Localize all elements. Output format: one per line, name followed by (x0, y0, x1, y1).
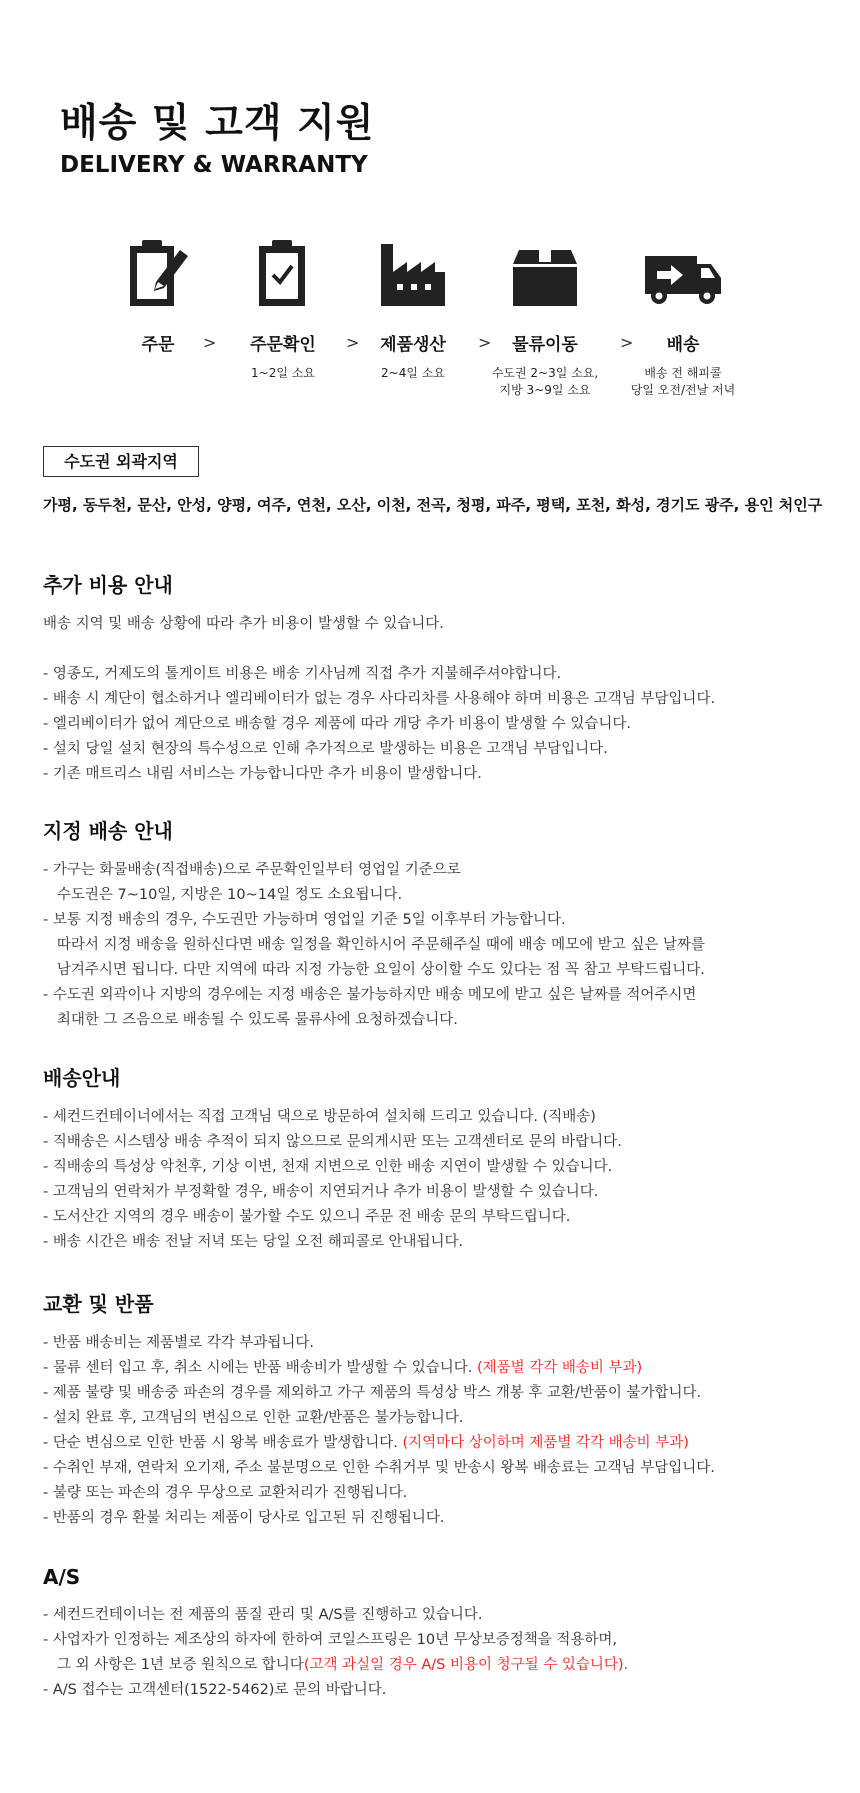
delivery-info-section (43, 1062, 833, 1255)
list-item: - 불량 또는 파손의 경우 무상으로 교환처리가 진행됩니다. (43, 1485, 408, 1501)
list-item: - 수취인 부재, 연락처 오기재, 주소 불분명으로 인한 수취거부 및 반송시 왕복 배송료는 고객님 부담입니다. (43, 1460, 715, 1476)
returns-section (43, 1288, 833, 1531)
list-item: - 엘리베이터가 없어 계단으로 배송할 경우 제품에 따라 개당 추가 비용이 발생할 수 있습니다. (43, 716, 632, 732)
list-item: - 고객님의 연락처가 부정확할 경우, 배송이 지연되거나 추가 비용이 발생할 수 있습니다. (43, 1184, 599, 1200)
highlight-note: (제품별 각각 배송비 부과) (476, 1360, 643, 1376)
page-title: 배송 및 고객 지원 (60, 101, 375, 146)
list-item: - 세컨드컨테이너에서는 직접 고객님 댁으로 방문하여 설치해 드리고 있습니다. (직배송) (43, 1109, 596, 1125)
list-item: - 반품의 경우 환불 처리는 제품이 당사로 입고된 뒤 진행됩니다. (43, 1510, 445, 1526)
section-title: 추가 비용 안내 (43, 573, 173, 597)
extra-cost-section (43, 569, 833, 787)
list-item: - 기존 매트리스 내림 서비스는 가능합니다만 추가 비용이 발생합니다. (43, 766, 482, 782)
region-list: 가평, 동두천, 문산, 안성, 양평, 여주, 연천, 오산, 이천, 전곡, 청평, 파주, 평택, 포천, 화성, 경기도 광주, 용인 처인구 (43, 496, 823, 514)
list-item: 따라서 지정 배송을 원하신다면 배송 일정을 확인하시어 주문해주실 때에 배송 메모에 받고 싶은 날짜를 (43, 937, 706, 953)
list-item: - 수도권 외곽이나 지방의 경우에는 지정 배송은 불가능하지만 배송 메모에 받고 싶은 날짜를 적어주시면 (43, 987, 697, 1003)
list-item: - 세컨드컨테이너는 전 제품의 품질 관리 및 A/S를 진행하고 있습니다. (43, 1607, 483, 1623)
list-item: - 가구는 화물배송(직접배송)으로 주문확인일부터 영업일 기준으로 (43, 862, 461, 878)
list-item: - 배송 시간은 배송 전날 저녁 또는 당일 오전 해피콜로 안내됩니다. (43, 1234, 464, 1250)
highlight-note: (고객 과실일 경우 A/S 비용이 청구될 수 있습니다). (303, 1657, 629, 1673)
scheduled-delivery-section (43, 815, 833, 1033)
step-label: 제품생산 (380, 335, 446, 355)
list-item-text: 그 외 사항은 1년 보증 원칙으로 합니다 (43, 1657, 304, 1673)
step-desc: 수도권 2~3일 소요, 지방 3~9일 소요 (491, 366, 599, 397)
section-intro: 배송 지역 및 배송 상황에 따라 추가 비용이 발생할 수 있습니다. (43, 616, 444, 632)
list-item (43, 1356, 833, 1381)
list-item: 수도권은 7~10일, 지방은 10~14일 정도 소요됩니다. (43, 887, 403, 903)
step-label: 주문확인 (250, 335, 316, 355)
box-icon (507, 236, 583, 312)
list-item: - 배송 시 계단이 협소하거나 엘리베이터가 없는 경우 사다리차를 사용해야 하며 비용은 고객님 부담입니다. (43, 691, 716, 707)
step-order-confirm (218, 236, 348, 382)
list-item: - 직배송의 특성상 악천후, 기상 이변, 천재 지변으로 인한 배송 지연이 발생할 수 있습니다. (43, 1159, 613, 1175)
page-subtitle: DELIVERY & WARRANTY (60, 152, 368, 178)
step-label: 배송 (666, 335, 700, 355)
list-item: - 설치 완료 후, 고객님의 변심으로 인한 교환/반품은 불가능합니다. (43, 1410, 464, 1426)
list-item: - 영종도, 거제도의 톨게이트 비용은 배송 기사님께 직접 추가 지불해주셔야합니다. (43, 666, 562, 682)
section-title: 교환 및 반품 (43, 1292, 154, 1316)
step-production (348, 236, 478, 382)
section-title: 배송안내 (43, 1066, 121, 1090)
clipboard-pen-icon (120, 236, 196, 312)
chevron-right-icon: > (478, 333, 492, 352)
step-desc: 2~4일 소요 (381, 366, 445, 380)
chevron-right-icon: > (346, 333, 360, 352)
as-section (43, 1565, 833, 1703)
list-item: - 도서산간 지역의 경우 배송이 불가할 수도 있으니 주문 전 배송 문의 부탁드립니다. (43, 1209, 571, 1225)
section-title: A/S (43, 1565, 81, 1589)
list-item: 남겨주시면 됩니다. 다만 지역에 따라 지정 가능한 요일이 상이할 수도 있다는 점 꼭 참고 부탁드립니다. (43, 962, 705, 978)
truck-icon (643, 236, 723, 312)
step-logistics (480, 236, 610, 399)
factory-icon (375, 236, 451, 312)
list-item (43, 1431, 833, 1456)
list-item: 최대한 그 즈음으로 배송될 수 있도록 물류사에 요청하겠습니다. (43, 1012, 458, 1028)
list-item-text: - 단순 변심으로 인한 반품 시 왕복 배송료가 발생합니다. (43, 1435, 403, 1451)
list-item: - 보통 지정 배송의 경우, 수도권만 가능하며 영업일 기준 5일 이후부터 가능합니다. (43, 912, 566, 928)
region-label: 수도권 외곽지역 (43, 446, 199, 477)
section-title: 지정 배송 안내 (43, 819, 173, 843)
highlight-note: (지역마다 상이하며 제품별 각각 배송비 부과) (402, 1435, 689, 1451)
list-item: - 반품 배송비는 제품별로 각각 부과됩니다. (43, 1335, 315, 1351)
step-label: 물류이동 (512, 335, 578, 355)
chevron-right-icon: > (620, 333, 634, 352)
list-item: - 제품 불량 및 배송중 파손의 경우를 제외하고 가구 제품의 특성상 박스 개봉 후 교환/반품이 불가합니다. (43, 1385, 702, 1401)
list-item: - 직배송은 시스템상 배송 추적이 되지 않으므로 문의게시판 또는 고객센터로 문의 바랍니다. (43, 1134, 622, 1150)
list-item (43, 1653, 833, 1678)
delivery-steps (98, 236, 748, 406)
step-desc: 배송 전 해피콜 당일 오전/전날 저녁 (630, 366, 736, 397)
step-desc: 1~2일 소요 (251, 366, 315, 380)
step-delivery (618, 236, 748, 399)
list-item: - 설치 당일 설치 현장의 특수성으로 인해 추가적으로 발생하는 비용은 고객님 부담입니다. (43, 741, 608, 757)
chevron-right-icon: > (203, 333, 217, 352)
list-item-text: - 물류 센터 입고 후, 취소 시에는 반품 배송비가 발생할 수 있습니다. (43, 1360, 477, 1376)
list-item: - A/S 접수는 고객센터(1522-5462)로 문의 바랍니다. (43, 1682, 387, 1698)
step-label: 주문 (141, 335, 175, 355)
clipboard-check-icon (245, 236, 321, 312)
list-item: - 사업자가 인정하는 제조상의 하자에 한하여 코일스프링은 10년 무상보증정책을 적용하며, (43, 1632, 618, 1648)
